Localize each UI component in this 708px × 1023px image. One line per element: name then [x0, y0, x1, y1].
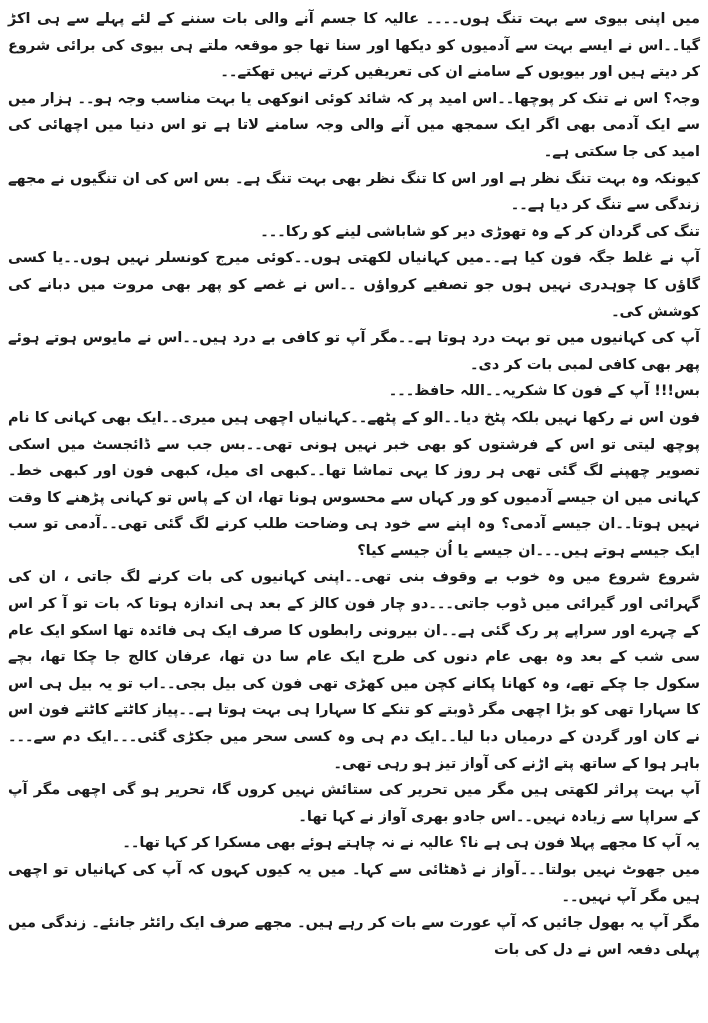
paragraph-8: فون اس نے رکھا نہیں بلکہ پٹخ دیا۔۔الو کے پٹھے۔۔کہانیاں اچھی ہیں میری۔۔ایک بھی کہانی کا نام پوچھ لیتی تو اس کے فرشتوں کو بھی خبر نہیں ہونی تھی۔۔بس جب سے ڈائجسٹ میں اسکی تصویر چھپنے لگ گئی تھی ہر روز کا یہی تماشا تھا۔۔کبھی ای میل، کبھی فون اور کبھی خط۔ کہانی میں ان جیسے آدمیوں کو ور کہاں سے محسوس ہونا تھا، ان کے پاس تو کہانی پڑھنے کا وقت نہیں ہوتا۔۔ان جیسے آدمی؟ وہ اپنے سے خود ہی وضاحت طلب کرنے لگ گئی تھی۔۔آدمی تو سب ایک جیسے ہوتے ہیں۔۔۔ان جیسے یا اُن جیسے کیا؟	[8, 409, 700, 559]
paragraph-3: کیونکہ وہ بہت تنگ نظر ہے اور اس کا تنگ نظر بھی بہت تنگ ہے۔ بس اس کی ان تنگیوں نے مجھے زندگی سے تنگ کر دیا ہے۔۔	[8, 170, 700, 214]
paragraph-6: آپ کی کہانیوں میں تو بہت درد ہوتا ہے۔۔مگر آپ تو کافی بے درد ہیں۔۔اس نے مایوس ہوتے ہوئے پھر بھی کافی لمبی بات کر دی۔	[8, 330, 700, 373]
paragraph-1: میں اپنی بیوی سے بہت تنگ ہوں۔۔۔۔ عالیہ کا جسم آنے والی بات سننے کے لئے پہلے سے ہی اکڑ گیا۔۔اس نے ایسے بہت سے آدمیوں کو دیکھا اور سنا تھا جو موقعہ ملتے ہی بیوی کی برائی شروع کر دیتے ہیں اور بیویوں کے سامنے ان کی تعریفیں کرتے نہیں تھکتے۔۔	[8, 11, 700, 81]
paragraph-9: شروع شروع میں وہ خوب بے وقوف بنی تھی۔۔اپنی کہانیوں کی بات کرنے لگ جاتی ، ان کی گہرائی اور گیرائی میں ڈوب جاتی۔۔۔دو چار فون کالز کے بعد ہی اندازہ ہوتا کہ بات تو آ کر اس کے چہرے اور سراپے پر رک گئی ہے۔۔ان بیرونی رابطوں کا صرف ایک ہی فائدہ تھا اسکو ایک عام سی شب کے بعد وہ بھی عام دنوں کی طرح ایک عام سا دن تھا، عرفان کالج جا چکا تھا، بچے سکول جا چکے تھے، وہ کھانا پکانے کچن میں کھڑی تھی فون کی بیل بجی۔۔اب تو یہ بیل ہی اس کا سہارا تھی کو بڑا اچھی مگر ڈوبتے کو تنکے کا سہارا ہی بہت ہوتا ہے۔۔پیاز کاٹتے کاٹتے فون اس نے کان اور گردن کے درمیاں دبا لیا۔۔ایک دم ہی وہ کسی سحر میں جکڑی گئی۔۔۔ایک دم سے۔۔۔باہر ہوا کے ساتھ پتے اڑنے کی آواز تیز ہو رہی تھی۔	[8, 569, 700, 772]
paragraph-11: یہ آپ کا مجھے پہلا فون ہی ہے نا؟ عالیہ نے نہ چاہتے ہوئے بھی مسکرا کر کہا تھا۔۔	[122, 835, 700, 852]
paragraph-13: مگر آپ یہ بھول جائیں کہ آپ عورت سے بات کر رہے ہیں۔ مجھے صرف ایک رائٹر جانئے۔ زندگی میں پہلی دفعہ اس نے دل کی بات	[8, 915, 700, 958]
paragraph-7: بس!!! آپ کے فون کا شکریہ۔۔اللہ حافظ۔۔۔	[388, 383, 700, 400]
paragraph-2: وجہ؟ اس نے تنک کر پوچھا۔۔اس امید پر کہ شائد کوئی انوکھی یا بہت مناسب وجہ ہو۔۔ ہزار میں سے ایک آدمی بھی اگر ایک سمجھ میں آنے والی وجہ سامنے لاتا ہے تو اس دنیا میں اچھائی کی امید کی جا سکتی ہے۔	[8, 90, 700, 160]
paragraph-4: تنگ کی گردان کر کے وہ تھوڑی دیر کو شاباشی لینے کو رکا۔۔۔	[260, 223, 700, 240]
paragraph-12: میں جھوٹ نہیں بولتا۔۔۔آواز نے ڈھٹائی سے کہا۔ میں یہ کیوں کہوں کہ آپ کی کہانیاں تو اچھی ہیں مگر آپ نہیں۔۔	[8, 862, 700, 905]
paragraph-5: آپ نے غلط جگہ فون کیا ہے۔۔میں کہانیاں لکھتی ہوں۔۔کوئی میرج کونسلر نہیں ہوں۔۔یا کسی گاؤں کا چوہدری نہیں ہوں جو تصفیے کرواؤں ۔۔اس نے غصے کو پھر بھی مروت میں دبانے کی کوشش کی۔	[8, 250, 700, 320]
paragraph-10: آپ بہت پراثر لکھتی ہیں مگر میں تحریر کی ستائش نہیں کروں گا، تحریر ہو گی اچھی مگر آپ کے سراپا سے زیادہ نہیں۔۔اس جادو بھری آواز نے کہا تھا۔	[8, 782, 700, 825]
